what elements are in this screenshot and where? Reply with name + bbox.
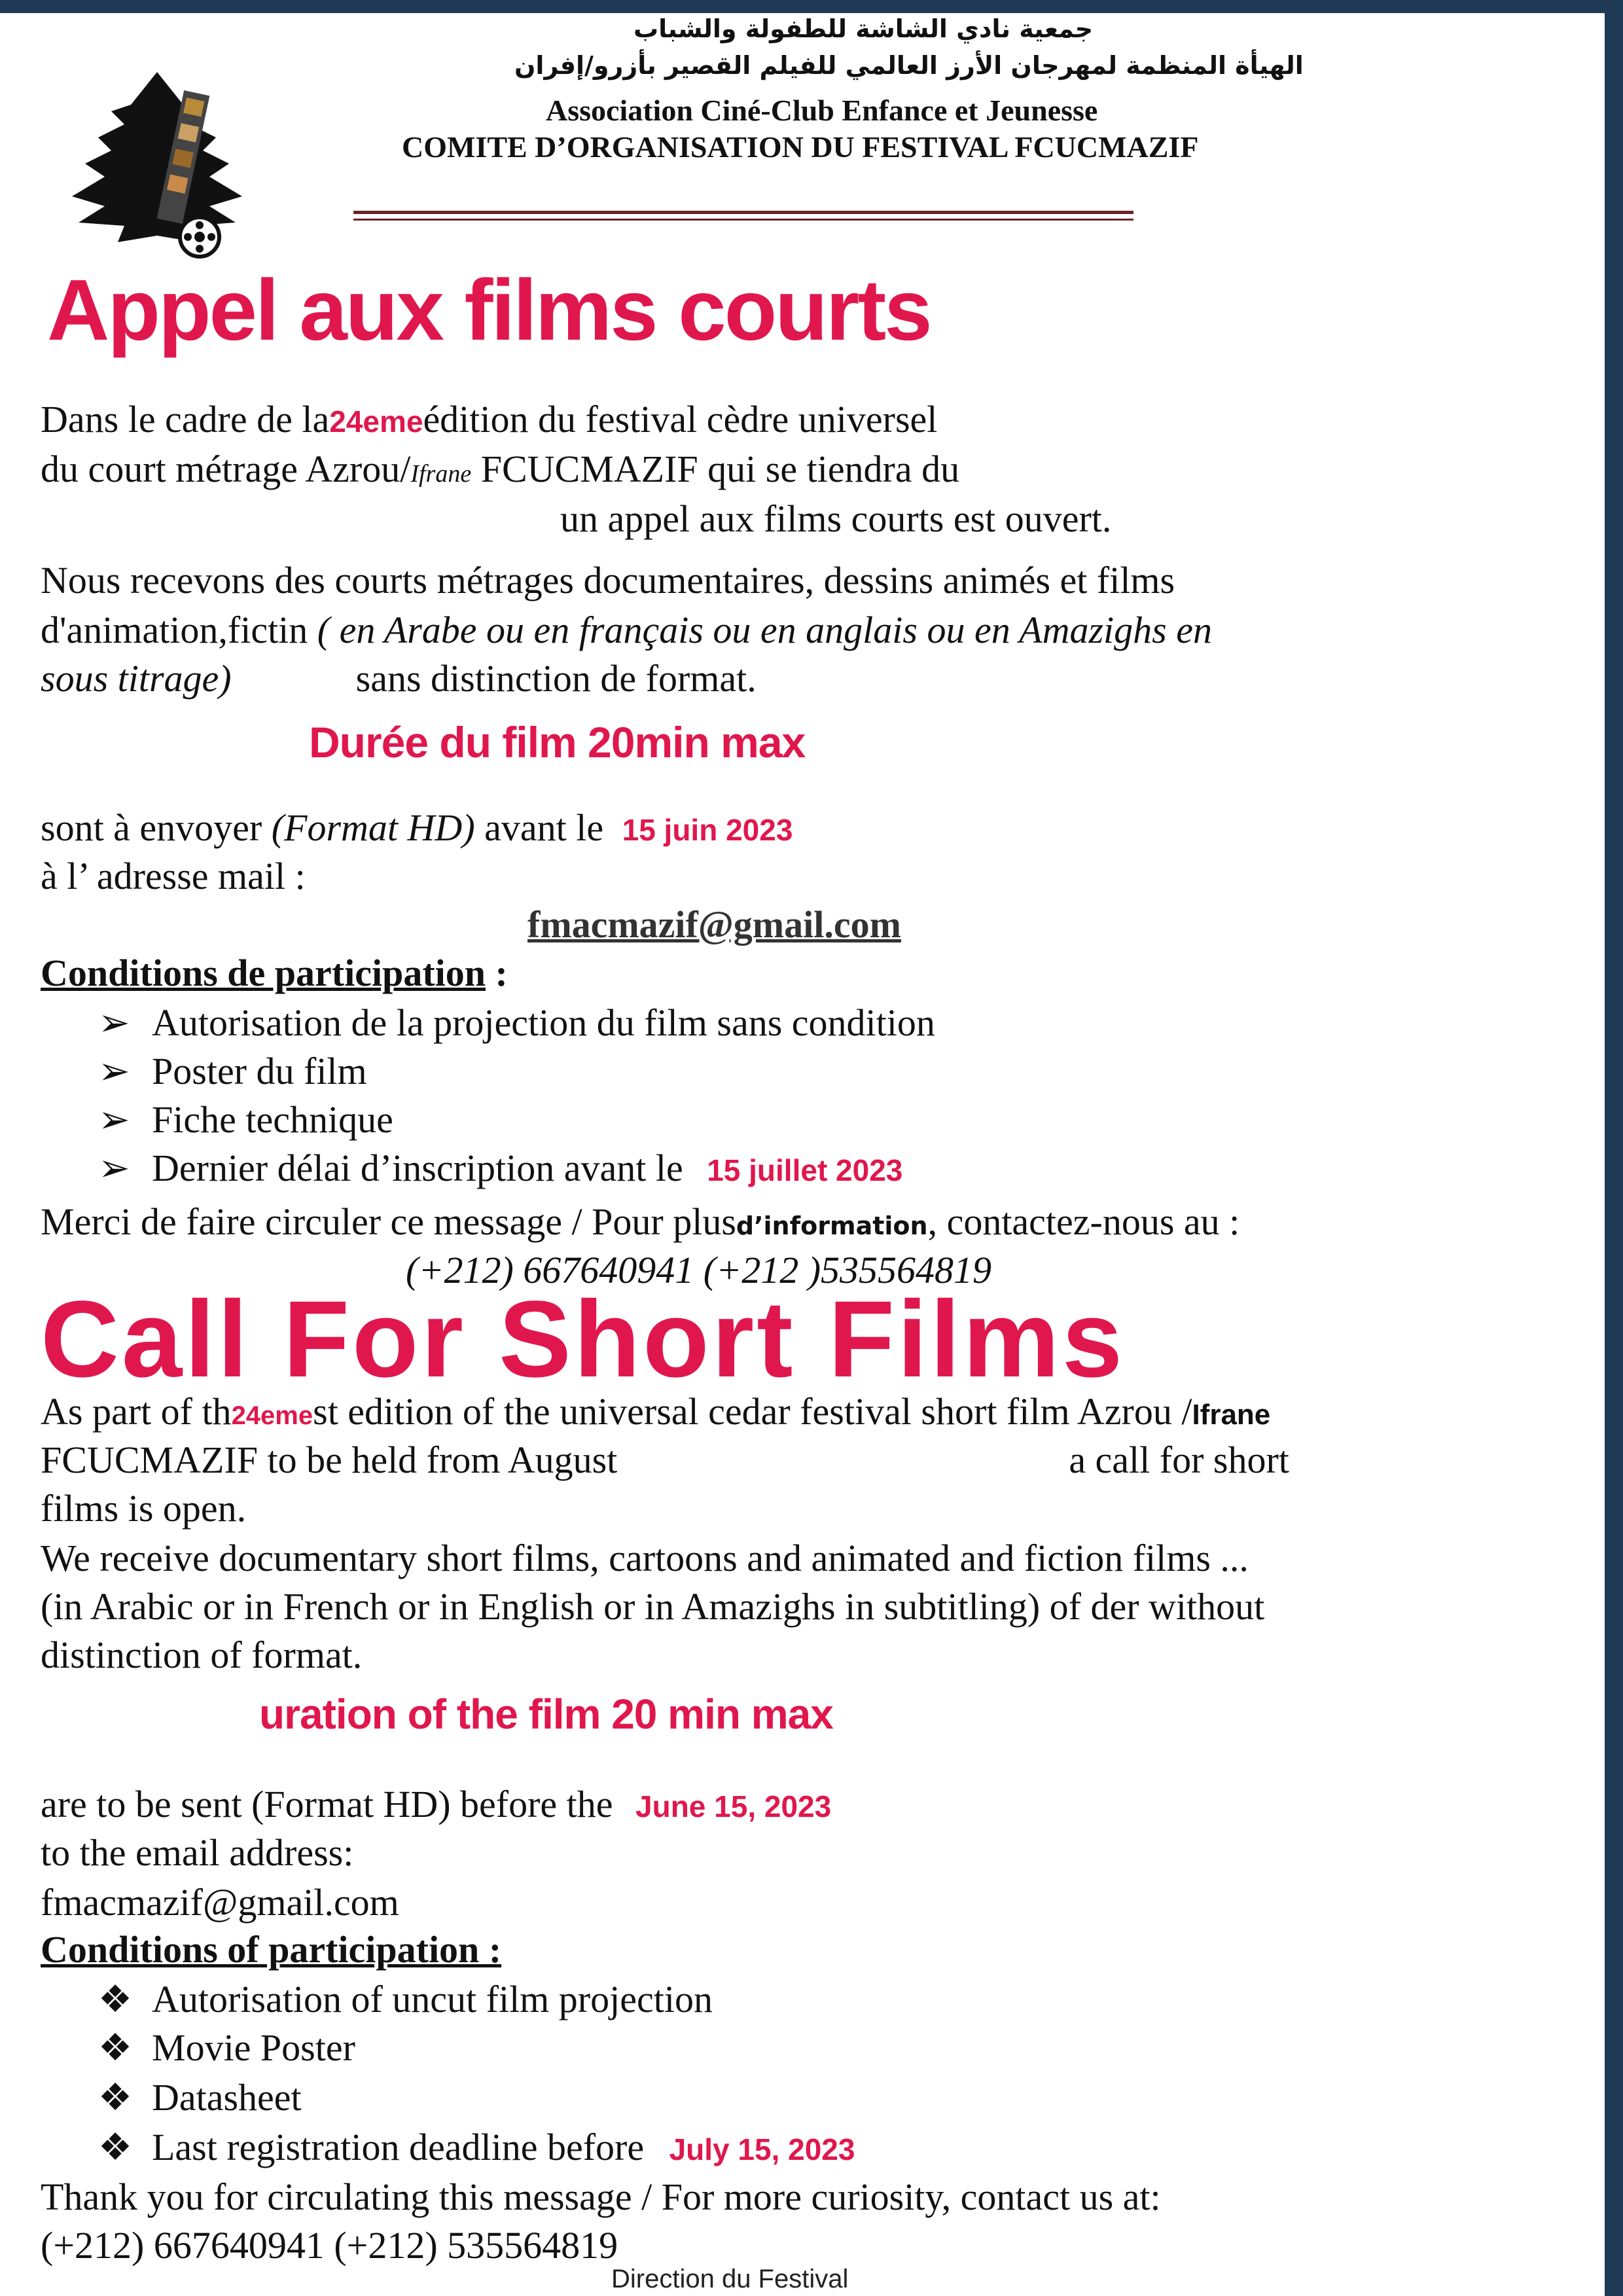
fr-condition-item bbox=[98, 1096, 393, 1144]
en-paragraph-line: (in Arabic or in French or in English or in Amazighs in subtitling) of der without bbox=[41, 1585, 1265, 1628]
fr-condition-item bbox=[98, 1144, 902, 1194]
header-rule-thin bbox=[353, 219, 1133, 221]
arrow-bullet-icon: ➢ bbox=[98, 1050, 130, 1092]
en-address-label: to the email address: bbox=[41, 1831, 354, 1874]
diamond-bullet-icon: ❖ bbox=[98, 2026, 132, 2069]
document-page bbox=[0, 13, 1605, 2296]
fr-text: FCUCMAZIF qui se tiendra du bbox=[471, 448, 960, 490]
committee-name: COMITE D’ORGANISATION DU FESTIVAL FCUCMAZIF bbox=[402, 130, 1199, 164]
fr-text-italic: ( en Arabe ou en français ou en anglais ou en Amazighs en bbox=[317, 609, 1212, 651]
arrow-bullet-icon: ➢ bbox=[98, 1001, 130, 1044]
fr-paragraph-line bbox=[41, 395, 937, 446]
en-condition-text: Movie Poster bbox=[152, 2026, 355, 2069]
en-condition-item bbox=[98, 2024, 355, 2072]
en-ifrane-label: Ifrane bbox=[1192, 1399, 1271, 1431]
en-thanks-line: Thank you for circulating this message / For more curiosity, contact us at: bbox=[41, 2176, 1161, 2218]
fr-condition-text: Poster du film bbox=[152, 1050, 367, 1092]
fr-information-label: d’information bbox=[736, 1211, 928, 1240]
en-condition-item bbox=[98, 2073, 302, 2122]
fr-text: d'animation,fictin bbox=[41, 609, 317, 651]
fr-send-line bbox=[41, 804, 793, 854]
fr-send-date: 15 juin 2023 bbox=[622, 813, 793, 847]
fr-conditions-heading bbox=[41, 949, 508, 997]
en-email-link[interactable]: fmacmazif@gmail.com bbox=[41, 1881, 399, 1924]
diamond-bullet-icon: ❖ bbox=[98, 2076, 132, 2119]
fr-text: Dans le cadre de la bbox=[41, 398, 330, 440]
fr-text: avant le bbox=[474, 806, 604, 849]
fr-text: du court métrage Azrou/ bbox=[41, 448, 411, 490]
fr-email-link[interactable]: fmacmazif@gmail.com bbox=[527, 903, 901, 946]
festival-signature: Direction du Festival bbox=[611, 2265, 849, 2293]
fr-conditions-title: Conditions de participation bbox=[41, 952, 486, 994]
diamond-bullet-icon: ❖ bbox=[98, 2126, 132, 2168]
fr-condition-item bbox=[98, 999, 935, 1047]
french-title: Appel aux films courts bbox=[47, 262, 931, 358]
en-send-line bbox=[41, 1780, 831, 1831]
fr-format-label: (Format HD) bbox=[271, 806, 475, 849]
en-text: a call for short bbox=[1069, 1439, 1289, 1481]
fr-paragraph-line bbox=[41, 606, 1212, 655]
en-text: are to be sent (Format HD) before the bbox=[41, 1783, 613, 1825]
fr-phones: (+212) 667640941 (+212 )535564819 bbox=[406, 1249, 992, 1291]
fr-paragraph-line: Nous recevons des courts métrages documentaires, dessins animés et films bbox=[41, 559, 1175, 601]
en-condition-text: Autorisation of uncut film projection bbox=[152, 1978, 713, 2020]
en-condition-text: Datasheet bbox=[152, 2076, 302, 2119]
fr-text-italic: sous titrage) bbox=[41, 657, 232, 700]
fr-thanks-line bbox=[41, 1198, 1240, 1250]
en-conditions-heading: Conditions of participation : bbox=[41, 1928, 502, 1971]
fr-text: édition du festival cèdre universel bbox=[423, 398, 938, 440]
fr-edition-label: 24eme bbox=[329, 404, 423, 439]
fr-condition-text: Autorisation de la projection du film sans condition bbox=[152, 1001, 935, 1044]
fr-deadline-date: 15 juillet 2023 bbox=[707, 1153, 903, 1187]
en-paragraph-line bbox=[41, 1388, 1270, 1440]
en-text: FCUCMAZIF to be held from August bbox=[41, 1439, 618, 1481]
fr-text: sans distinction de format. bbox=[355, 657, 757, 700]
fr-paragraph-line bbox=[41, 655, 757, 703]
arrow-bullet-icon: ➢ bbox=[98, 1147, 130, 1189]
fr-text: Merci de faire circuler ce message / Pour plus bbox=[41, 1200, 736, 1243]
en-paragraph-line: We receive documentary short films, cartoons and animated and fiction films ... bbox=[41, 1537, 1249, 1579]
header-arabic-line1: جمعية نادي الشاشة للطفولة والشباب bbox=[633, 14, 1094, 43]
en-condition-text: Last registration deadline before bbox=[152, 2126, 645, 2168]
association-name: Association Ciné-Club Enfance et Jeunesse bbox=[546, 94, 1098, 127]
fr-duration: Durée du film 20min max bbox=[309, 718, 806, 766]
en-send-date: June 15, 2023 bbox=[635, 1789, 832, 1823]
en-paragraph-line: distinction of format. bbox=[41, 1634, 363, 1676]
en-text: As part of th bbox=[41, 1390, 232, 1433]
fr-condition-text: Dernier délai d’inscription avant le bbox=[152, 1147, 683, 1189]
fr-paragraph-line bbox=[41, 445, 959, 498]
cedar-tree-film-logo-icon bbox=[52, 65, 262, 268]
en-edition-label: 24eme bbox=[231, 1401, 313, 1430]
fr-text: , contactez-nous au : bbox=[927, 1200, 1240, 1243]
en-text: st edition of the universal cedar festival short film Azrou / bbox=[313, 1390, 1192, 1433]
fr-text: sont à envoyer bbox=[41, 806, 272, 849]
en-condition-item bbox=[98, 1975, 713, 2024]
english-title: Call For Short Films bbox=[41, 1279, 1126, 1400]
header-rule bbox=[353, 211, 1133, 214]
header-arabic-line2: الهيأة المنظمة لمهرجان الأرز العالمي للفيلم القصير بأزرو/إفران bbox=[514, 51, 1304, 80]
en-duration: uration of the film 20 min max bbox=[259, 1691, 833, 1738]
en-paragraph-line bbox=[41, 1436, 1289, 1484]
fr-condition-item bbox=[98, 1047, 367, 1096]
fr-conditions-colon: : bbox=[486, 952, 508, 994]
en-deadline-date: July 15, 2023 bbox=[669, 2132, 855, 2166]
arrow-bullet-icon: ➢ bbox=[98, 1098, 130, 1141]
diamond-bullet-icon: ❖ bbox=[98, 1978, 132, 2020]
en-phones: (+212) 667640941 (+212) 535564819 bbox=[41, 2224, 618, 2267]
fr-ifrane-label: Ifrane bbox=[410, 460, 472, 488]
en-condition-item bbox=[98, 2123, 855, 2174]
fr-paragraph-line: un appel aux films courts est ouvert. bbox=[560, 497, 1112, 540]
en-paragraph-line: films is open. bbox=[41, 1487, 247, 1530]
fr-address-label: à l’ adresse mail : bbox=[41, 855, 306, 897]
fr-condition-text: Fiche technique bbox=[152, 1098, 393, 1141]
